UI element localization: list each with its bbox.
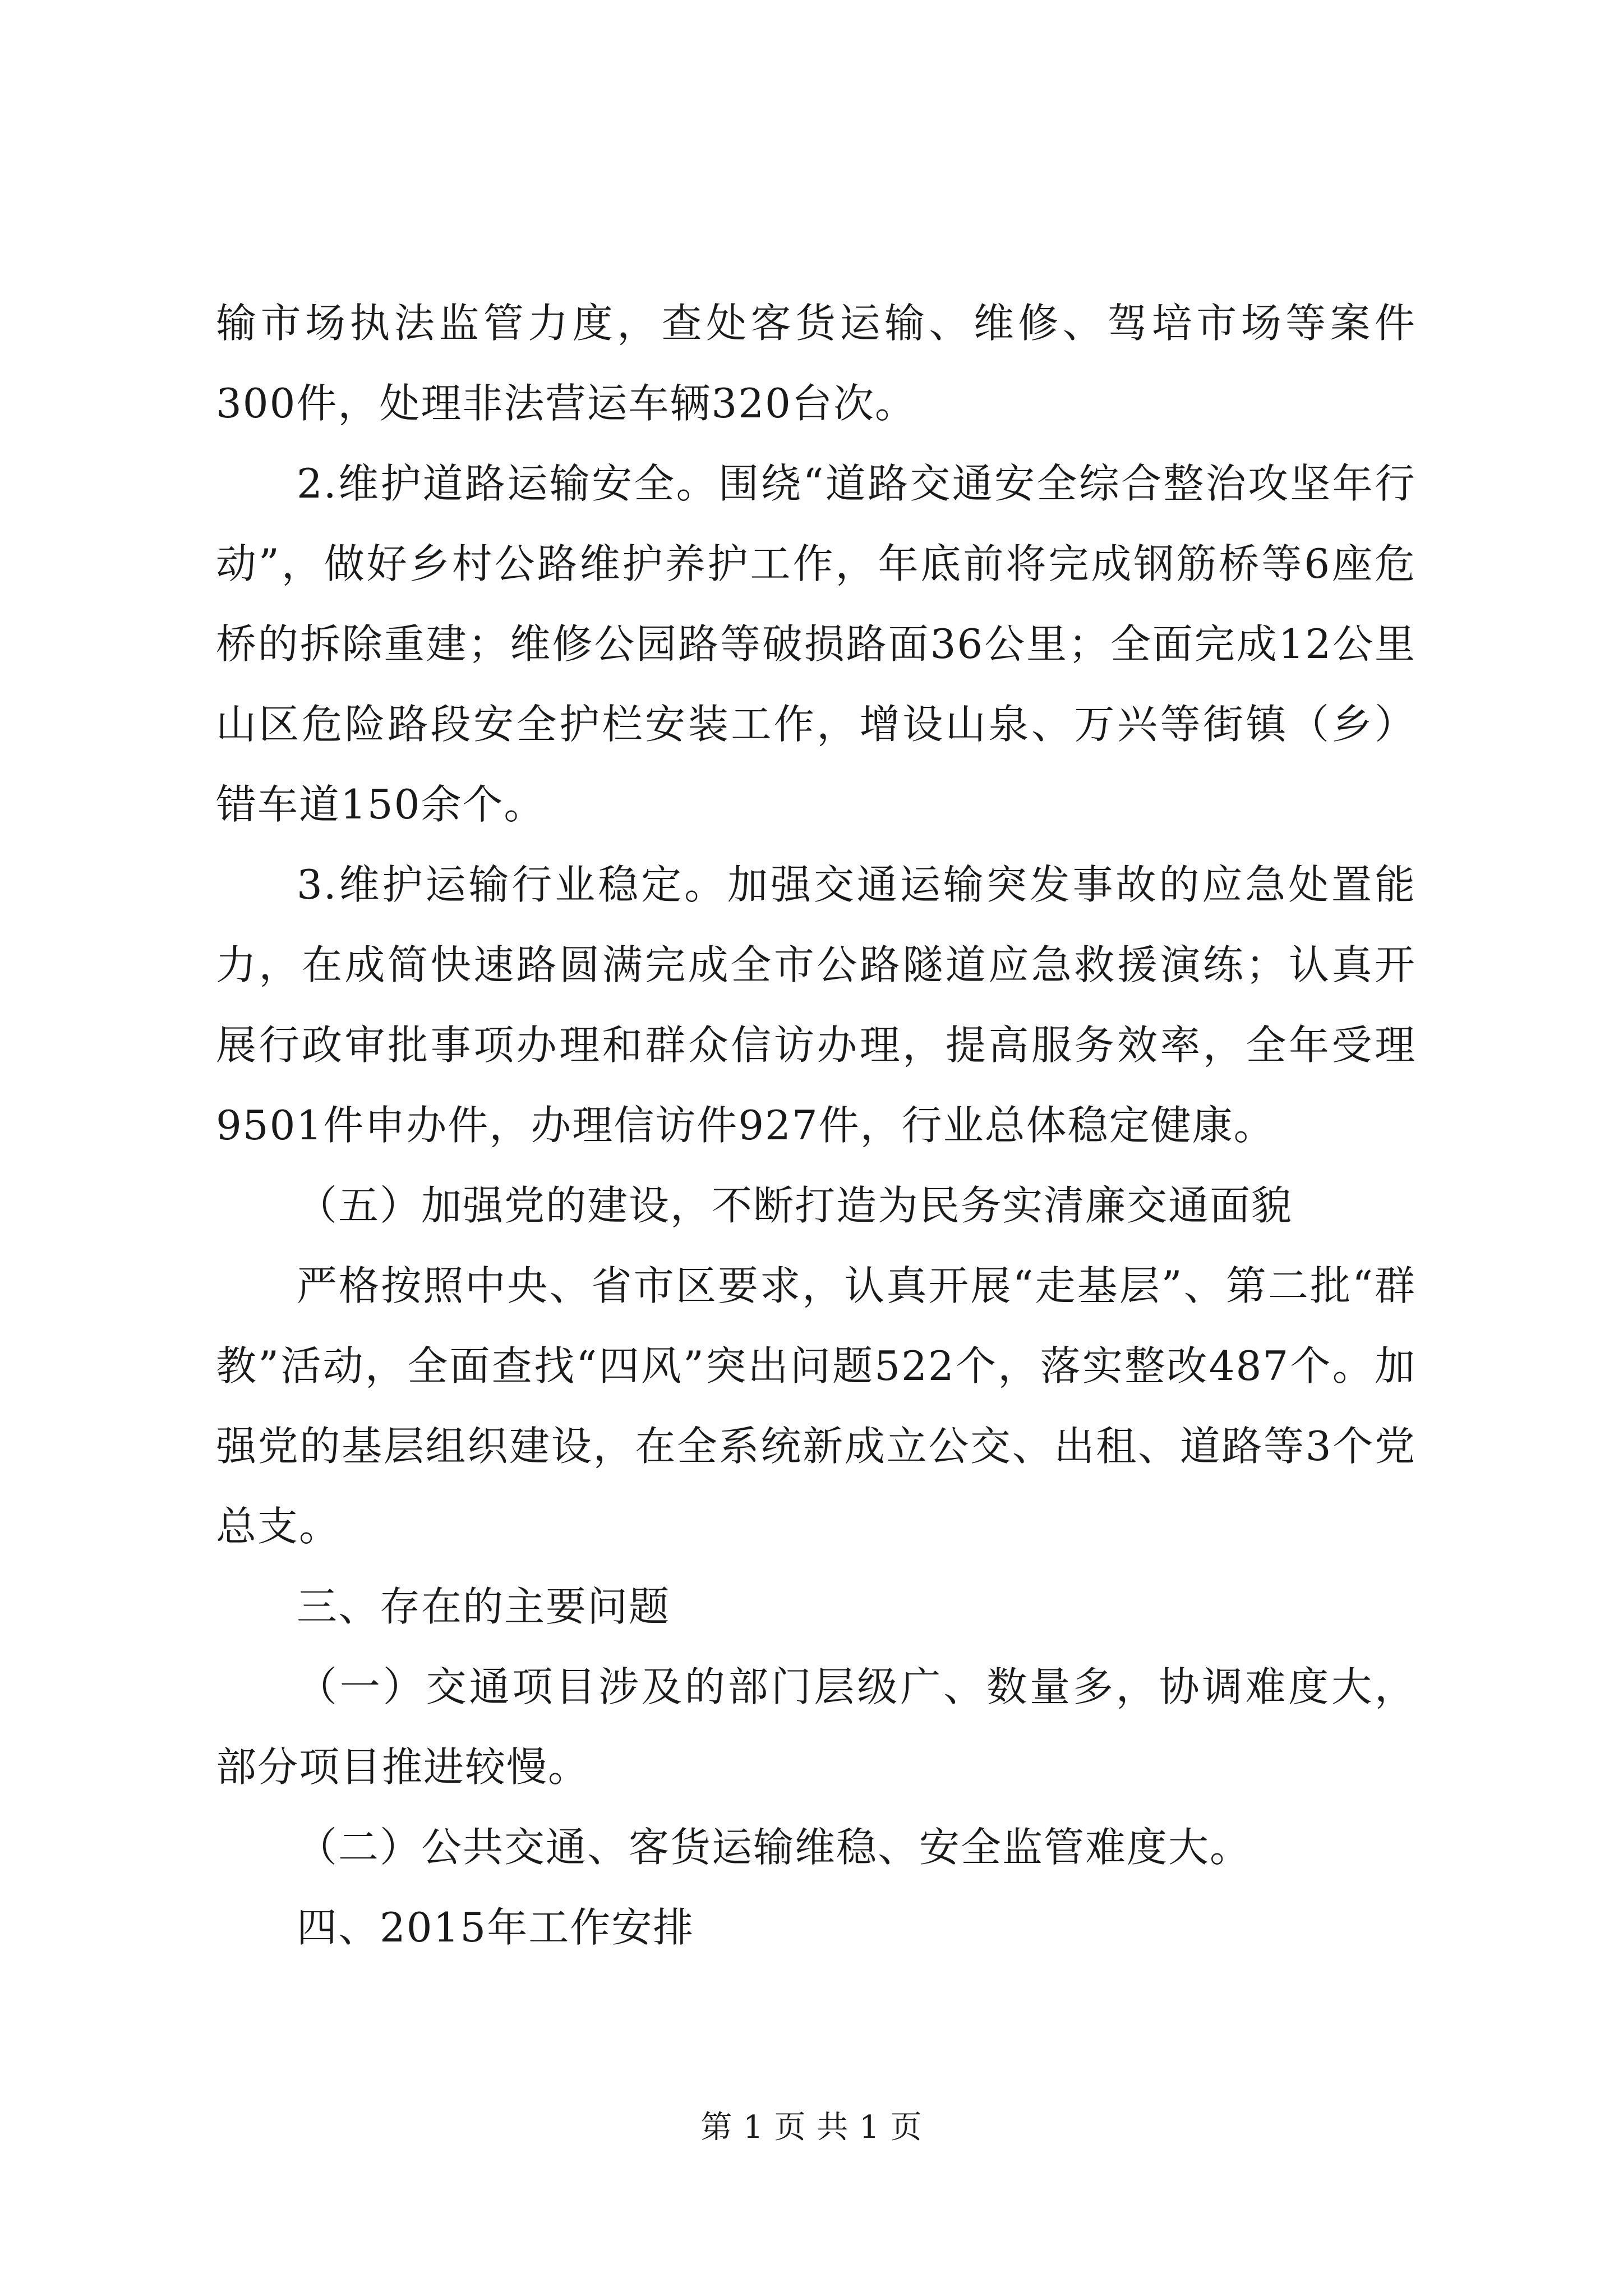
document-body bbox=[216, 283, 1416, 1968]
paragraph-market-enforcement: 输市场执法监管力度，查处客货运输、维修、驾培市场等案件300件，处理非法营运车辆320台次。 bbox=[216, 300, 1416, 427]
section-heading-main-problems: 三、存在的主要问题 bbox=[297, 1583, 671, 1630]
paragraph-road-safety: 2.维护道路运输安全。围绕“道路交通安全综合整治攻坚年行动”，做好乡村公路维护养护工作，年底前将完成钢筋桥等6座危桥的拆除重建；维修公园路等破损路面36公里；全面完成12公里山区危险路段安全护栏安装工作，增设山泉、万兴等街镇（乡）错车道150余个。 bbox=[216, 460, 1416, 828]
paragraph-problem-one: （一）交通项目涉及的部门层级广、数量多，协调难度大，部分项目推进较慢。 bbox=[216, 1663, 1416, 1791]
page-footer: 第 1 页 共 1 页 bbox=[700, 2109, 923, 2146]
section-heading-party-building: （五）加强党的建设，不断打造为民务实清廉交通面貌 bbox=[297, 1182, 1293, 1229]
paragraph-party-building: 严格按照中央、省市区要求，认真开展“走基层”、第二批“群教”活动，全面查找“四风”突出问题522个，落实整改487个。加强党的基层组织建设，在全系统新成立公交、出租、道路等3个党总支。 bbox=[216, 1262, 1416, 1550]
paragraph-industry-stability: 3.维护运输行业稳定。加强交通运输突发事故的应急处置能力，在成简快速路圆满完成全市公路隧道应急救援演练；认真开展行政审批事项办理和群众信访办理，提高服务效率，全年受理9501件申办件，办理信访件927件，行业总体稳定健康。 bbox=[216, 861, 1416, 1149]
section-heading-2015-plan: 四、2015年工作安排 bbox=[297, 1904, 695, 1951]
paragraph-problem-two: （二）公共交通、客货运输维稳、安全监管难度大。 bbox=[297, 1824, 1252, 1871]
